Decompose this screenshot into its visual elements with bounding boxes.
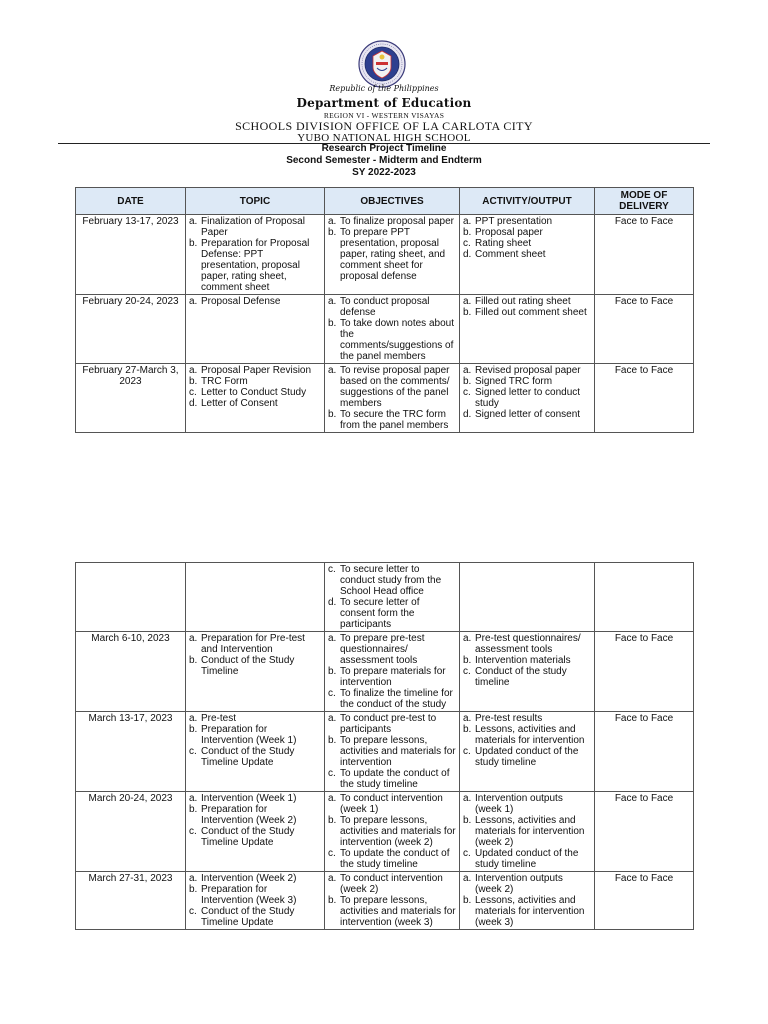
col-header-activity: ACTIVITY/OUTPUT (460, 188, 595, 215)
list-item: a. Intervention outputs (week 1) (463, 793, 563, 815)
list-item: a. To finalize proposal paper (328, 216, 454, 227)
list-item: a. Intervention (Week 1) (189, 793, 297, 804)
date-cell: February 20-24, 2023 (76, 295, 186, 364)
table-row (76, 872, 694, 930)
topic-cell (186, 563, 325, 632)
activity-cell (460, 872, 595, 930)
list-item: a. PPT presentation (463, 216, 553, 227)
list-item: c. Signed letter to conduct study (463, 387, 581, 409)
school-year-line: SY 2022-2023 (352, 167, 416, 178)
table-row (76, 215, 694, 295)
date-cell (76, 563, 186, 632)
topic-cell (186, 215, 325, 295)
list-item: d. Signed letter of consent (463, 409, 581, 420)
list-item: b. Lessons, activities and materials for intervention (week 2) (463, 815, 585, 848)
list-item: d. Comment sheet (463, 249, 546, 260)
topic-cell (186, 872, 325, 930)
list-item: a. To conduct intervention (week 1) (328, 793, 443, 815)
table-row (76, 364, 694, 433)
mode-cell: Face to Face (595, 872, 694, 930)
list-item: b. Preparation for Intervention (Week 1) (189, 724, 297, 746)
list-item: b. To secure the TRC form from the panel members (328, 409, 449, 431)
col-header-objectives: OBJECTIVES (325, 188, 460, 215)
activity-cell (460, 563, 595, 632)
list-item: a. Revised proposal paper (463, 365, 581, 376)
objectives-cell (325, 712, 460, 792)
table-row (76, 632, 694, 712)
list-item: b. Lessons, activities and materials for intervention (463, 724, 585, 746)
list-item: b. To take down notes about the comments/suggestions of the panel members (328, 318, 454, 362)
list-item: b. Conduct of the Study Timeline (189, 655, 295, 677)
document-title: Research Project Timeline (321, 143, 447, 154)
col-header-date: DATE (76, 188, 186, 215)
list-item: b. Lessons, activities and materials for intervention (week 3) (463, 895, 585, 928)
objectives-cell (325, 215, 460, 295)
list-item: a. Finalization of Proposal Paper (189, 216, 305, 238)
mode-cell: Face to Face (595, 364, 694, 433)
table-row (76, 712, 694, 792)
republic-line: Republic of the Philippines (329, 84, 439, 93)
table-row (76, 295, 694, 364)
list-item: d. To secure letter of consent form the participants (328, 597, 420, 630)
deped-seal-icon (358, 40, 406, 88)
list-item: a. To conduct proposal defense (328, 296, 430, 318)
date-cell: March 6-10, 2023 (76, 632, 186, 712)
list-item: b. To prepare PPT presentation, proposal paper, rating sheet, and comment sheet for proposal defense (328, 227, 446, 282)
list-item: b. Preparation for Proposal Defense: PPT presentation, proposal paper, rating sheet, comment sheet (189, 238, 310, 293)
list-item: c. To update the conduct of the study timeline (328, 848, 450, 870)
topic-cell (186, 632, 325, 712)
objectives-cell (325, 295, 460, 364)
date-cell: February 13-17, 2023 (76, 215, 186, 295)
activity-cell (460, 632, 595, 712)
date-cell: February 27-March 3, 2023 (76, 364, 186, 433)
activity-cell (460, 364, 595, 433)
timeline-table-1 (75, 187, 694, 433)
list-item: b. Proposal paper (463, 227, 543, 238)
mode-cell: Face to Face (595, 632, 694, 712)
list-item: a. Preparation for Pre-test and Intervention (189, 633, 305, 655)
list-item: c. Conduct of the Study Timeline Update (189, 826, 295, 848)
mode-cell (595, 563, 694, 632)
list-item: a. Intervention outputs (week 2) (463, 873, 563, 895)
list-item: c. Rating sheet (463, 238, 532, 249)
list-item: c. Updated conduct of the study timeline (463, 848, 579, 870)
list-item: c. Conduct of the study timeline (463, 666, 567, 688)
list-item: b. Preparation for Intervention (Week 2) (189, 804, 297, 826)
list-item: a. To conduct pre-test to participants (328, 713, 437, 735)
region-line: REGION VI - WESTERN VISAYAS (323, 111, 445, 120)
objectives-cell (325, 563, 460, 632)
semester-line: Second Semester - Midterm and Endterm (286, 155, 482, 166)
activity-cell (460, 792, 595, 872)
list-item: b. Intervention materials (463, 655, 571, 666)
list-item: b. To prepare lessons, activities and materials for intervention (328, 735, 456, 768)
topic-cell (186, 295, 325, 364)
activity-cell (460, 295, 595, 364)
table-row (76, 792, 694, 872)
list-item: c. Updated conduct of the study timeline (463, 746, 579, 768)
list-item: c. Letter to Conduct Study (189, 387, 307, 398)
list-item: a. Pre-test results (463, 713, 543, 724)
topic-cell (186, 712, 325, 792)
objectives-cell (325, 364, 460, 433)
table-header-row (76, 188, 694, 215)
list-item: c. To finalize the timeline for the conduct of the study (328, 688, 453, 710)
mode-cell: Face to Face (595, 792, 694, 872)
list-item: c. Conduct of the Study Timeline Update (189, 906, 295, 928)
table-row (76, 563, 694, 632)
objectives-cell (325, 632, 460, 712)
list-item: b. Signed TRC form (463, 376, 553, 387)
objectives-cell (325, 872, 460, 930)
list-item: a. Intervention (Week 2) (189, 873, 297, 884)
list-item: a. Proposal Defense (189, 296, 281, 307)
activity-cell (460, 712, 595, 792)
list-item: b. Preparation for Intervention (Week 3) (189, 884, 297, 906)
list-item: a. To conduct intervention (week 2) (328, 873, 443, 895)
list-item: c. To update the conduct of the study timeline (328, 768, 450, 790)
list-item: a. Filled out rating sheet (463, 296, 571, 307)
list-item: a. Pre-test questionnaires/ assessment tools (463, 633, 581, 655)
col-header-topic: TOPIC (186, 188, 325, 215)
list-item: a. To revise proposal paper based on the comments/ suggestions of the panel members (328, 365, 450, 409)
topic-cell (186, 792, 325, 872)
department-name: Department of Education (296, 96, 472, 110)
list-item: b. To prepare materials for intervention (328, 666, 446, 688)
mode-cell: Face to Face (595, 215, 694, 295)
date-cell: March 13-17, 2023 (76, 712, 186, 792)
list-item: c. Conduct of the Study Timeline Update (189, 746, 295, 768)
list-item: c. To secure letter to conduct study from the School Head office (328, 564, 442, 597)
topic-cell (186, 364, 325, 433)
objectives-cell (325, 792, 460, 872)
mode-cell: Face to Face (595, 295, 694, 364)
activity-cell (460, 215, 595, 295)
list-item: b. Filled out comment sheet (463, 307, 587, 318)
list-item: b. TRC Form (189, 376, 248, 387)
col-header-mode: MODE OF DELIVERY (595, 188, 694, 215)
mode-cell: Face to Face (595, 712, 694, 792)
list-item: b. To prepare lessons, activities and materials for intervention (week 2) (328, 815, 456, 848)
list-item: a. Proposal Paper Revision (189, 365, 312, 376)
list-item: b. To prepare lessons, activities and materials for intervention (week 3) (328, 895, 456, 928)
timeline-table-2 (75, 562, 694, 930)
date-cell: March 27-31, 2023 (76, 872, 186, 930)
date-cell: March 20-24, 2023 (76, 792, 186, 872)
list-item: a. To prepare pre-test questionnaires/ assessment tools (328, 633, 425, 666)
school-name: YUBO NATIONAL HIGH SCHOOL (297, 132, 471, 144)
list-item: a. Pre-test (189, 713, 237, 724)
list-item: d. Letter of Consent (189, 398, 278, 409)
division-name: SCHOOLS DIVISION OFFICE OF LA CARLOTA CITY (235, 119, 533, 133)
